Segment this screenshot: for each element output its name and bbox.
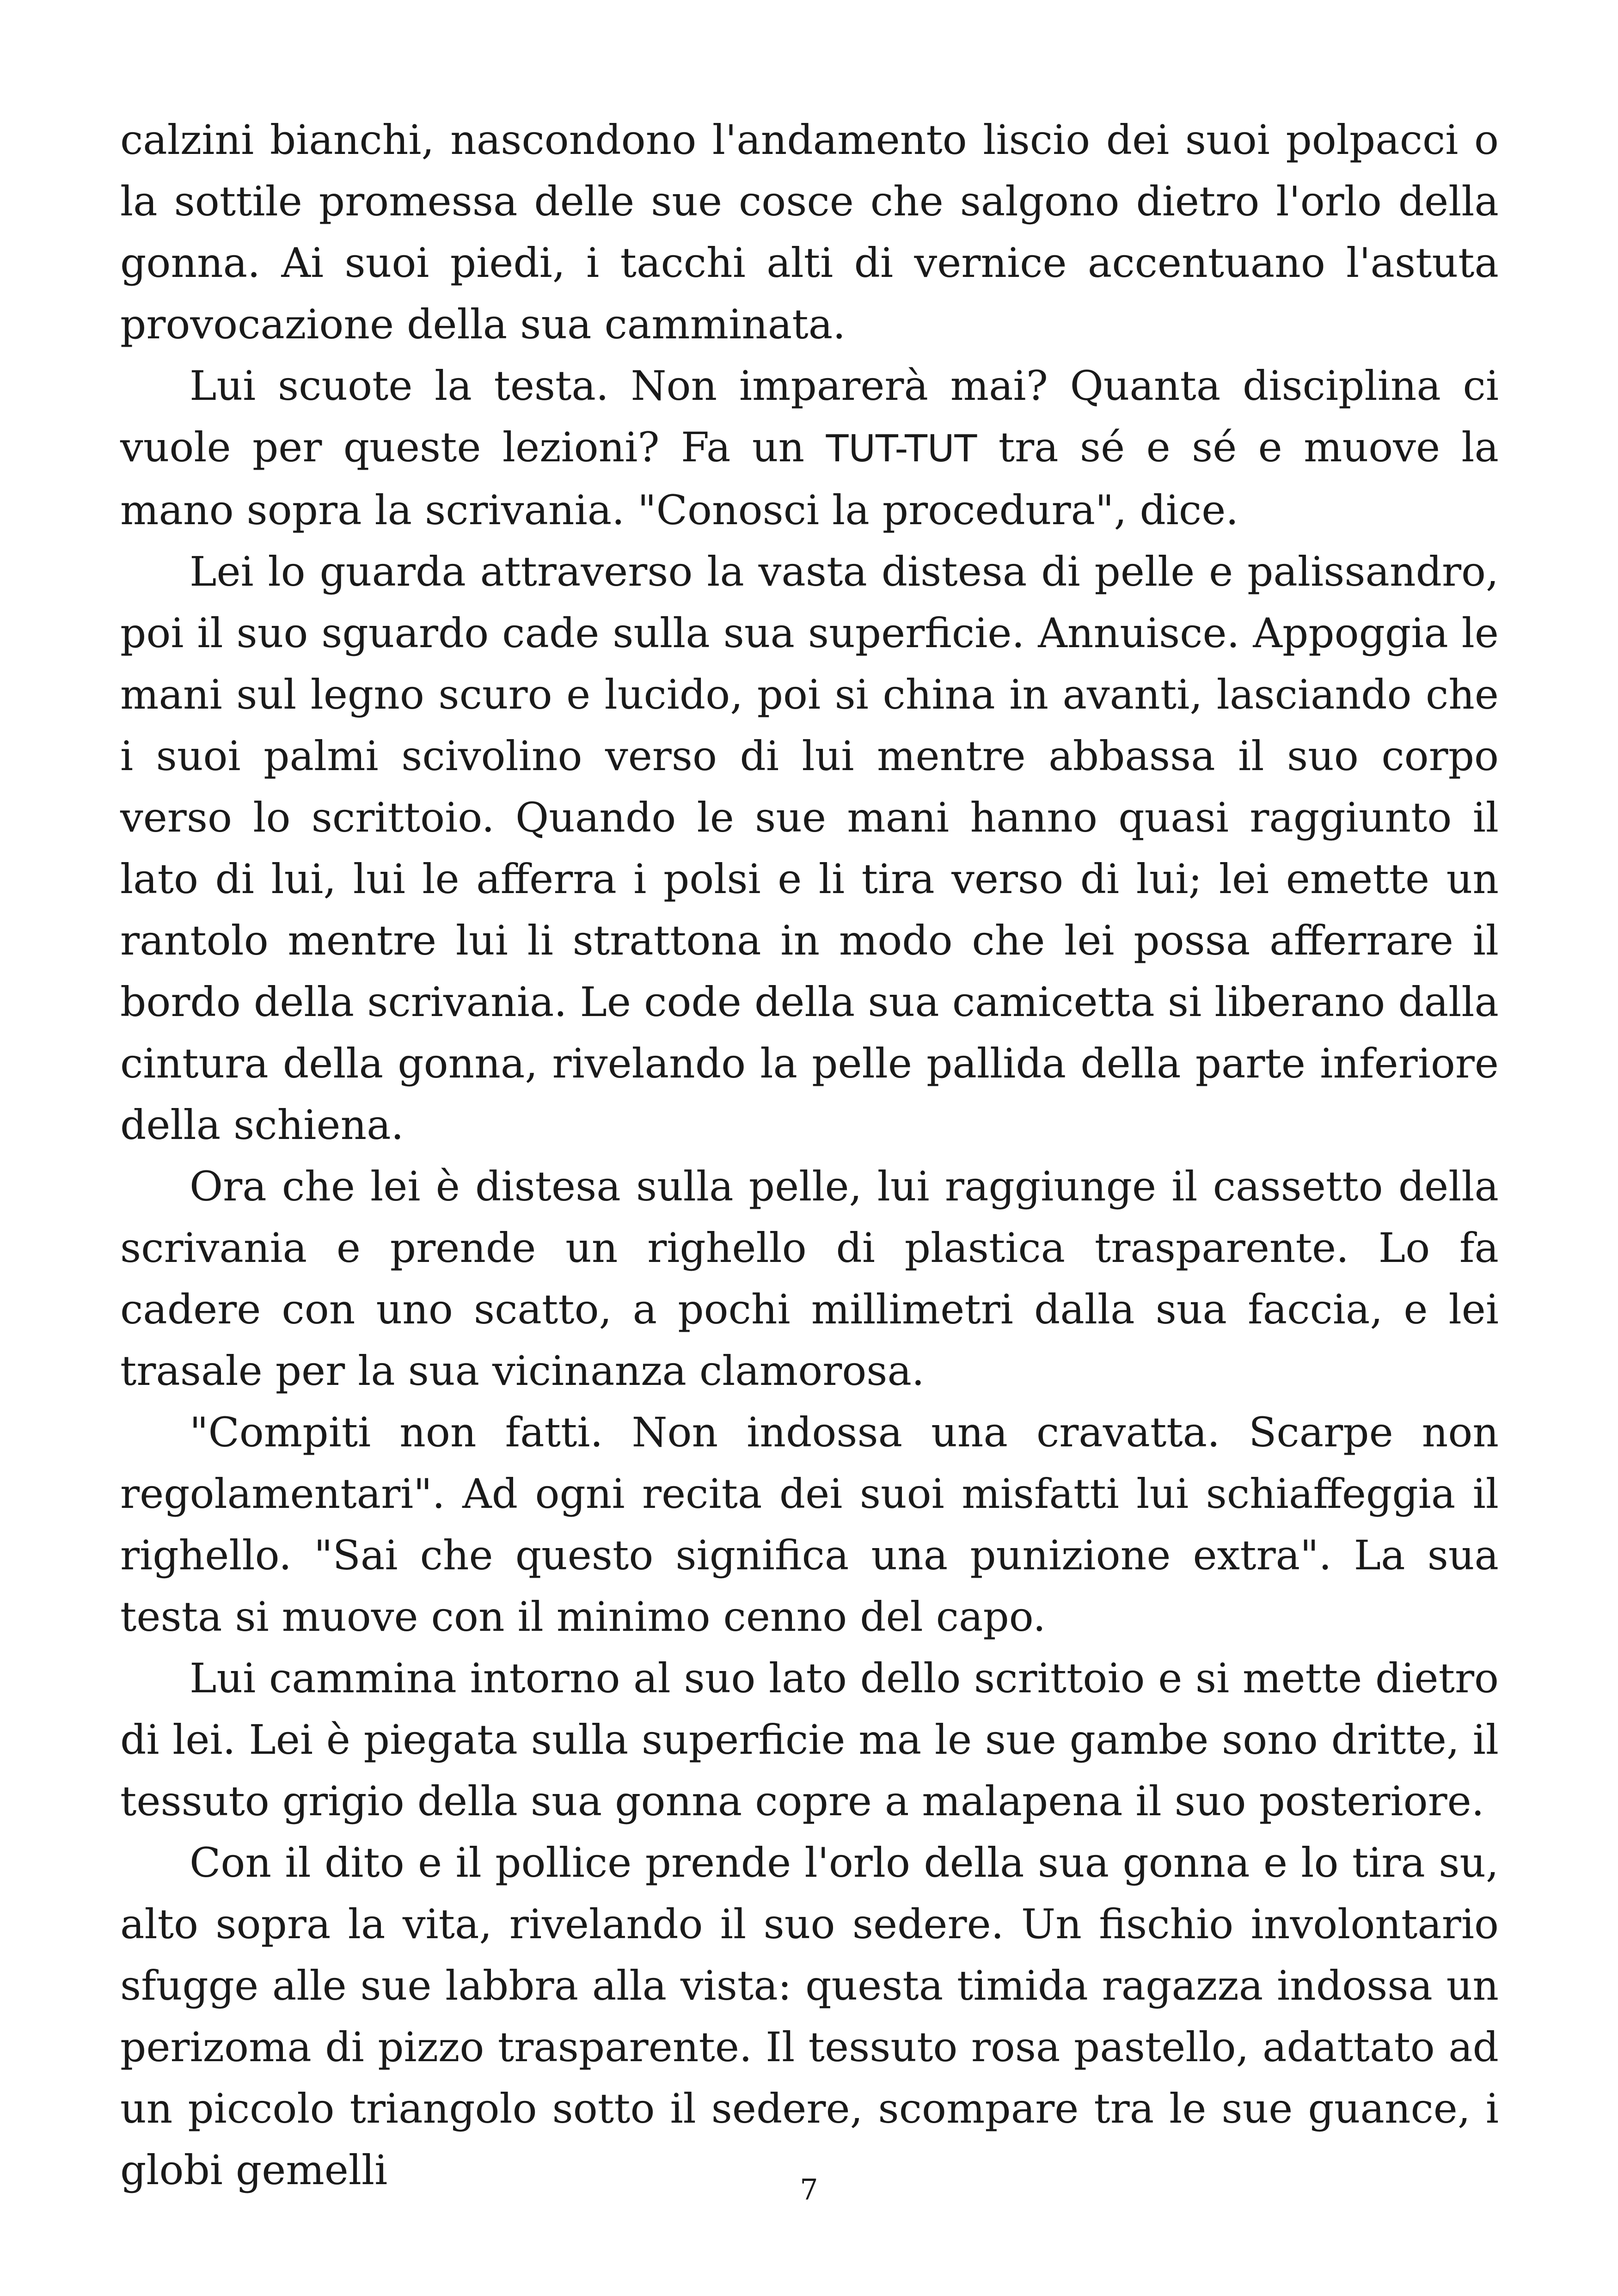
- paragraph: [120, 355, 1499, 541]
- page-number: 7: [800, 2173, 818, 2206]
- paragraph: Ora che lei è distesa sulla pelle, lui raggiunge il cassetto della scrivania e prende un righello di plastica trasparente. Lo fa cadere con uno scatto, a pochi millimetri dalla sua faccia, e lei trasale per la sua vicinanza clamorosa.: [120, 1163, 1499, 1395]
- paragraph: Con il dito e il pollice prende l'orlo della sua gonna e lo tira su, alto sopra la vita, rivelando il suo sedere. Un fischio involontario sfugge alle sue labbra alla vista: questa timida ragazza indossa un perizoma di pizzo trasparente. Il tessuto rosa pastello, adattato ad un piccolo triangolo sotto il sedere, scompare tra le sue guance, i globi gemelli: [120, 1839, 1499, 2194]
- paragraph: calzini bianchi, nascondono l'andamento liscio dei suoi polpacci o la sottile promessa delle sue cosce che salgono dietro l'orlo della gonna. Ai suoi piedi, i tacchi alti di vernice accentuano l'astuta provocazione della sua camminata.: [120, 116, 1499, 348]
- paragraph-text: tra sé e sé e muove la mano sopra la scrivania. "Conosci la procedura", dice.: [120, 423, 1499, 534]
- paragraph: "Compiti non fatti. Non indossa una cravatta. Scarpe non regolamentari". Ad ogni recita dei suoi misfatti lui schiaffeggia il righello. "Sai che questo significa una punizione extra". La sua testa si muove con il minimo cenno del capo.: [120, 1408, 1499, 1641]
- paragraph: Lui cammina intorno al suo lato dello scrittoio e si mette dietro di lei. Lei è piegata sulla superficie ma le sue gambe sono dritte, il tessuto grigio della sua gonna copre a malapena il suo posteriore.: [120, 1654, 1499, 1825]
- paragraph-text: Lui scuote la testa. Non imparerà mai? Quanta disciplina ci vuole per queste lezioni? Fa un: [120, 362, 1499, 471]
- body-text: [120, 109, 1499, 2201]
- onomatopoeia-text: TUT-TUT: [826, 427, 977, 470]
- paragraph: Lei lo guarda attraverso la vasta distesa di pelle e palissandro, poi il suo sguardo cade sulla sua superficie. Annuisce. Appoggia le mani sul legno scuro e lucido, poi si china in avanti, lasciando che i suoi palmi scivolino verso di lui mentre abbassa il suo corpo verso lo scrittoio. Quando le sue mani hanno quasi raggiunto il lato di lui, lui le afferra i polsi e li tira verso di lui; lei emette un rantolo mentre lui li strattona in modo che lei possa afferrare il bordo della scrivania. Le code della sua camicetta si liberano dalla cintura della gonna, rivelando la pelle pallida della parte inferiore della schiena.: [120, 548, 1499, 1149]
